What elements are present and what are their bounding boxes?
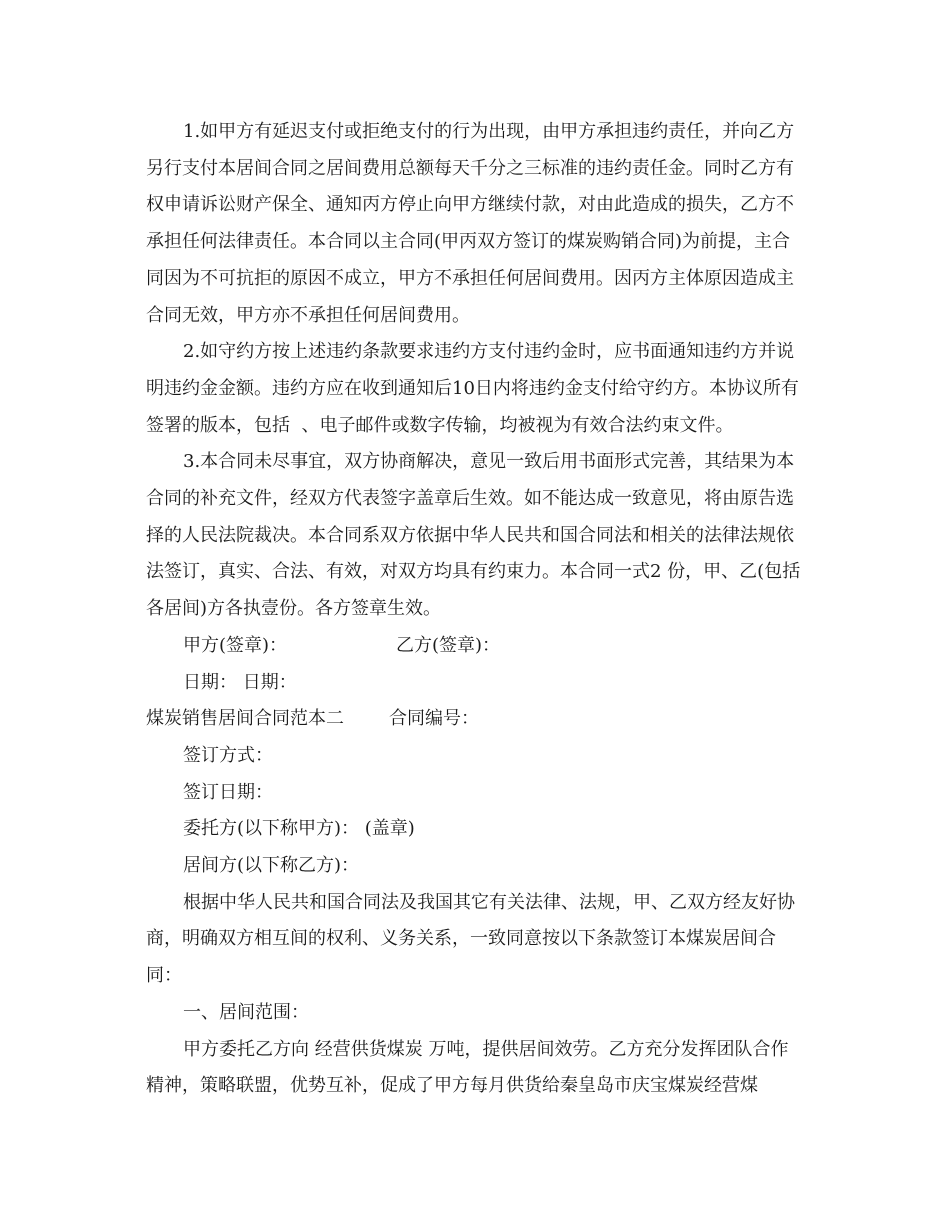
contract-heading-line	[146, 701, 806, 738]
signature-line	[146, 628, 806, 665]
date-line: 日期： 日期：	[183, 671, 297, 693]
intro-paragraph: 根据中华人民共和国合同法及我国其它有关法律、法规，甲、乙双方经友好协商，明确双方相互间的权利、义务关系，一致同意按以下条款签订本煤炭居间合同：	[146, 891, 795, 987]
party-a-signature-label: 甲方(签章)：	[183, 634, 288, 656]
sign-date-line: 签订日期：	[183, 781, 273, 803]
sign-method-line: 签订方式：	[183, 744, 273, 766]
party-b-signature-label: 乙方(签章)：	[396, 634, 501, 656]
document-body	[146, 114, 806, 1105]
clause-paragraph-3: 3.本合同未尽事宜，双方协商解决，意见一致后用书面形式完善，其结果为本合同的补充文件，经双方代表签字盖章后生效。如不能达成一致意见，将由原告选择的人民法院裁决。本合同系双方依据中华人民共和国合同法和相关的法律法规依法签订，真实、合法、有效，对双方均具有约束力。本合同一式2 份，甲、乙(包括各居间)方各执壹份。各方签章生效。	[146, 451, 801, 620]
clause-paragraph-2: 2.如守约方按上述违约条款要求违约方支付违约金时，应书面通知违约方并说明违约金金额。违约方应在收到通知后10日内将违约金支付给守约方。本协议所有签署的版本，包括 、电子邮件或数字传输，均被视为有效合法约束文件。	[146, 341, 799, 436]
clause-paragraph-1: 1.如甲方有延迟支付或拒绝支付的行为出现，由甲方承担违约责任，并向乙方另行支付本居间合同之居间费用总额每天千分之三标准的违约责任金。同时乙方有权申请诉讼财产保全、通知丙方停止向甲方继续付款，对由此造成的损失，乙方不承担任何法律责任。本合同以主合同(甲丙双方签订的煤炭购销合同)为前提，主合同因为不可抗拒的原因不成立，甲方不承担任何居间费用。因丙方主体原因造成主合同无效，甲方亦不承担任何居间费用。	[146, 121, 795, 326]
contract-number-label: 合同编号：	[389, 708, 479, 730]
intermediary-party-line: 居间方(以下称乙方)：	[183, 855, 360, 877]
client-party-line: 委托方(以下称甲方)： (盖章)	[183, 818, 415, 840]
contract-title: 煤炭销售居间合同范本二	[146, 708, 344, 730]
section-1-heading: 一、居间范围：	[183, 1001, 309, 1023]
section-1-body: 甲方委托乙方向 经营供货煤炭 万吨，提供居间效劳。乙方充分发挥团队合作精神，策略联盟，优势互补，促成了甲方每月供货给秦皇岛市庆宝煤炭经营煤	[146, 1038, 789, 1097]
